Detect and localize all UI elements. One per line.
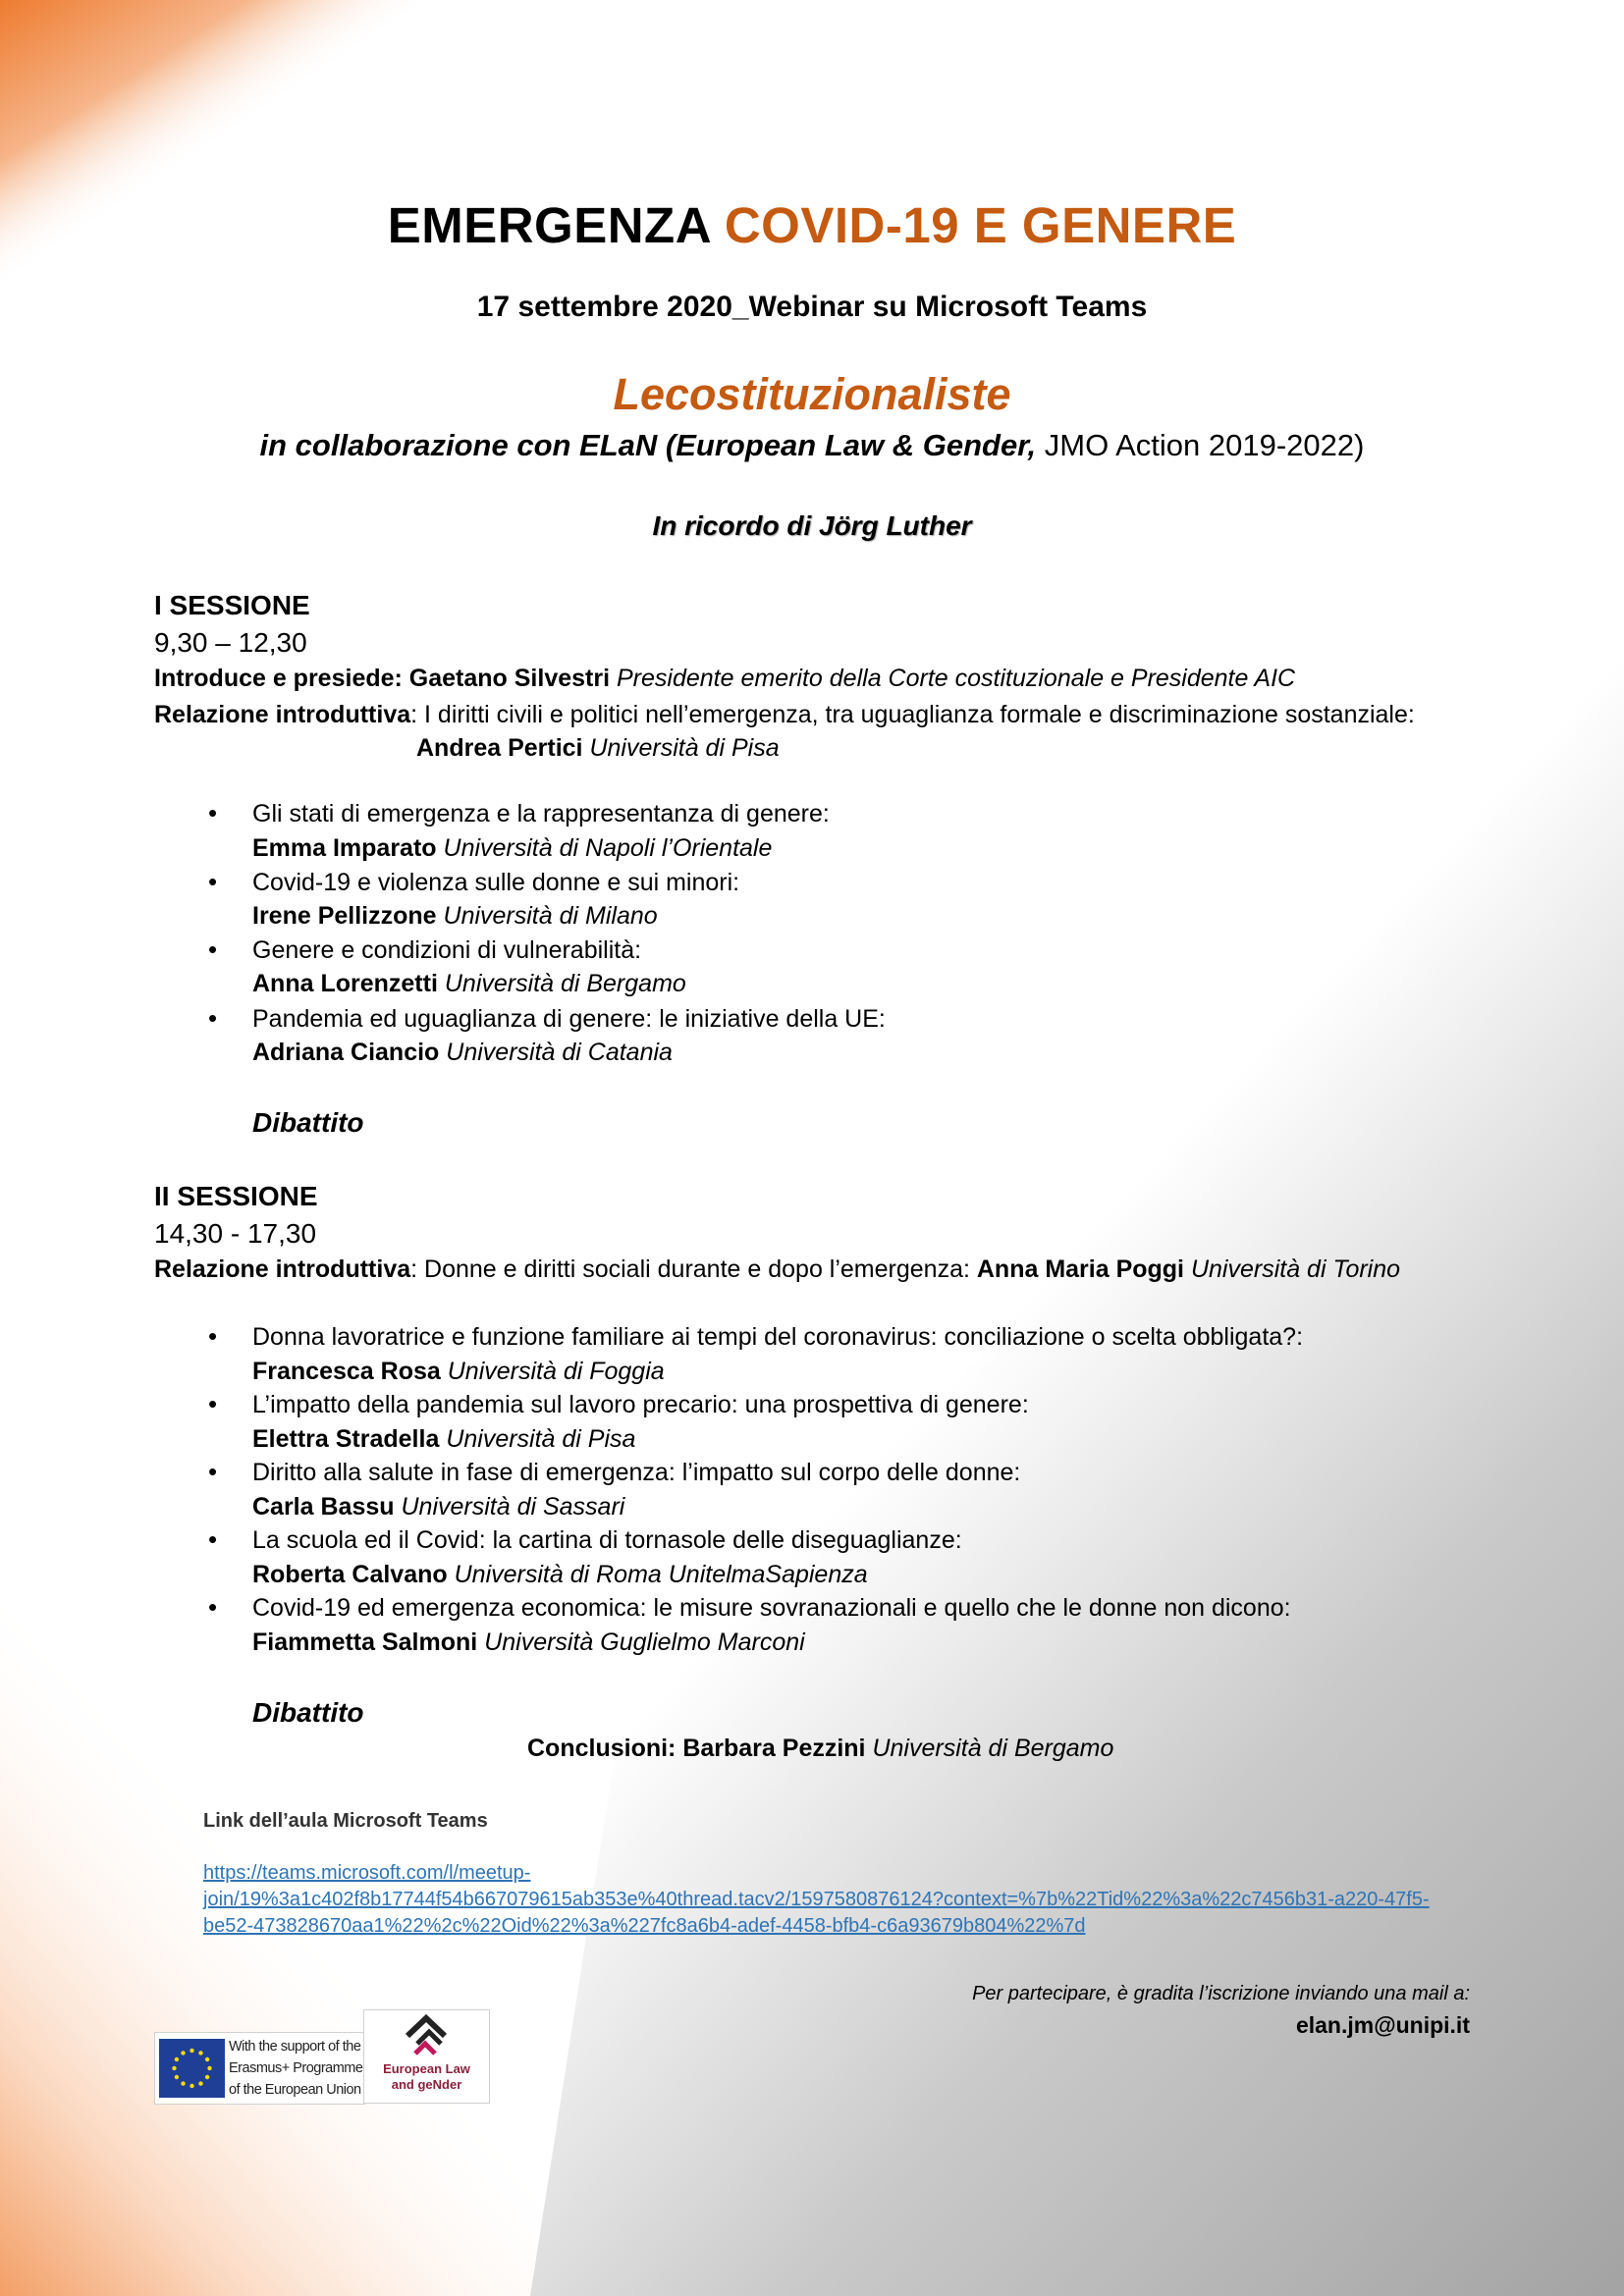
erasmus-logo [154,2032,365,2105]
talk-speaker-line [252,1358,665,1386]
teams-link-line-2[interactable]: join/19%3a1c402f8b17744f54b667079615ab353e%40thread.tacv2/1597580876124?context=%7b%22Tid%22%3a%22c7456b31-a220-47f5- [203,1889,1430,1910]
speaker-affiliation: Università di Pisa [589,734,780,762]
bullet-icon: • [208,1457,218,1486]
talk-topic: Gli stati di emergenza e la rappresentanza di genere: [252,800,830,828]
session2-debate: Dibattito [252,1697,364,1728]
conclusions-affiliation: Università di Bergamo [872,1735,1114,1762]
erasmus-text [229,2036,362,2101]
bullet-icon: • [208,1592,218,1622]
elan-logo [363,2009,490,2104]
talk-speaker-line [252,902,658,931]
erasmus-text-line: of the European Union [229,2082,361,2098]
speaker-name: Andrea Pertici [416,734,583,762]
talk-topic: Diritto alla salute in fase di emergenza: l’impatto sul corpo delle donne: [252,1459,1021,1486]
session1-debate: Dibattito [252,1107,364,1138]
speaker-affiliation: Università di Milano [443,902,658,930]
relazione-label: Relazione introduttiva [154,701,411,728]
session1-title: I SESSIONE [154,590,310,620]
speaker-name: Anna Maria Poggi [976,1255,1185,1283]
session1-relazione [154,701,1415,729]
speaker-affiliation: Università di Napoli l’Orientale [443,834,773,862]
session2-relazione [154,1255,1400,1284]
registration-note: Per partecipare, è gradita l’iscrizione inviando una mail a: [972,1983,1470,2004]
talk-topic: L’impatto della pandemia sul lavoro precario: una prospettiva di genere: [252,1391,1029,1418]
collaboration-line [0,428,1624,463]
elan-text-line: European Law [383,2061,470,2076]
speaker-affiliation: Università di Pisa [446,1425,636,1453]
bullet-icon: • [208,798,218,828]
talk-topic: Genere e condizioni di vulnerabilità: [252,936,642,964]
talk-speaker-line [252,1629,805,1657]
memorial-line: In ricordo di Jörg Luther [652,510,972,541]
speaker-affiliation: Università di Bergamo [444,970,686,997]
teams-link-line-3[interactable]: be52-473828670aa1%22%2c%22Oid%22%3a%227fc8a6b4-adef-4458-bfb4-c6a93679b804%22%7d [203,1915,1086,1937]
speaker-name: Emma Imparato [252,834,437,862]
conclusions-label: Conclusioni: Barbara Pezzini [527,1735,866,1762]
session2-time: 14,30 - 17,30 [154,1218,317,1249]
session2-title: II SESSIONE [154,1181,318,1211]
bullet-icon: • [208,1389,218,1418]
bullet-icon: • [208,1524,218,1554]
speaker-affiliation: Università di Sassari [401,1493,625,1521]
registration-email[interactable]: elan.jm@unipi.it [1295,2012,1470,2038]
conclusions-line [527,1735,1113,1763]
elan-text-line: and geNder [391,2077,462,2092]
talk-topic: La scuola ed il Covid: la cartina di tornasole delle diseguaglianze: [252,1526,962,1554]
talk-topic: Covid-19 ed emergenza economica: le misure sovranazionali e quello che le donne non dicono: [252,1594,1291,1622]
elan-mark-icon [402,2014,451,2059]
speaker-affiliation: Università di Catania [446,1039,673,1066]
talk-speaker-line [252,1561,868,1589]
bullet-icon: • [208,934,218,964]
organizer-name: Lecostituzionaliste [613,369,1011,419]
relazione-text: : I diritti civili e politici nell’emergenza, tra uguaglianza formale e discriminazione sostanziale: [410,701,1415,728]
page-title [0,196,1624,254]
speaker-affiliation: Università di Torino [1190,1255,1401,1283]
intro-label: Introduce e presiede: Gaetano Silvestri [154,665,611,692]
title-part2: COVID-19 E GENERE [724,197,1237,253]
relazione-label: Relazione introduttiva [154,1255,411,1283]
bullet-icon: • [208,1003,218,1033]
speaker-name: Francesca Rosa [252,1358,441,1385]
talk-speaker-line [252,1425,635,1454]
collab-suffix: JMO Action 2019-2022) [1044,428,1365,462]
speaker-name: Elettra Stradella [252,1425,440,1453]
teams-link-heading: Link dell’aula Microsoft Teams [203,1810,488,1832]
title-part1: EMERGENZA [387,197,711,253]
speaker-name: Roberta Calvano [252,1561,448,1588]
talk-speaker-line [252,970,686,998]
speaker-affiliation: Università di Foggia [447,1358,665,1385]
speaker-name: Anna Lorenzetti [252,970,438,997]
talk-topic: Covid-19 e violenza sulle donne e sui minori: [252,869,740,896]
talk-speaker-line [252,1493,624,1522]
relazione-text: : Donne e diritti sociali durante e dopo l’emergenza: [410,1255,970,1283]
speaker-name: Adriana Ciancio [252,1039,440,1066]
session1-relazione-speaker [416,734,780,763]
speaker-name: Carla Bassu [252,1493,395,1521]
talk-speaker-line [252,1039,673,1067]
eu-flag-icon [159,2039,225,2098]
session1-time: 9,30 – 12,30 [154,627,307,658]
bullet-icon: • [208,1321,218,1351]
event-subtitle: 17 settembre 2020_Webinar su Microsoft Teams [476,291,1148,323]
speaker-name: Irene Pellizzone [252,902,437,930]
talk-topic: Pandemia ed uguaglianza di genere: le iniziative della UE: [252,1005,886,1033]
speaker-affiliation: Università di Roma UnitelmaSapienza [454,1561,868,1588]
talk-speaker-line [252,834,772,863]
erasmus-text-line: Erasmus+ Programme [229,2060,363,2076]
collab-prefix: in collaborazione con ELaN (European Law & Gender, [259,428,1037,462]
speaker-affiliation: Università Guglielmo Marconi [484,1629,805,1656]
speaker-name: Fiammetta Salmoni [252,1629,478,1656]
teams-link-line-1[interactable]: https://teams.microsoft.com/l/meetup- [203,1862,531,1884]
talk-topic: Donna lavoratrice e funzione familiare ai tempi del coronavirus: conciliazione o scelta obbligata?: [252,1323,1304,1351]
intro-role: Presidente emerito della Corte costituzionale e Presidente AIC [617,665,1296,692]
erasmus-text-line: With the support of the [229,2039,361,2055]
elan-text [364,2061,489,2093]
bullet-icon: • [208,867,218,896]
session1-intro [154,665,1295,693]
